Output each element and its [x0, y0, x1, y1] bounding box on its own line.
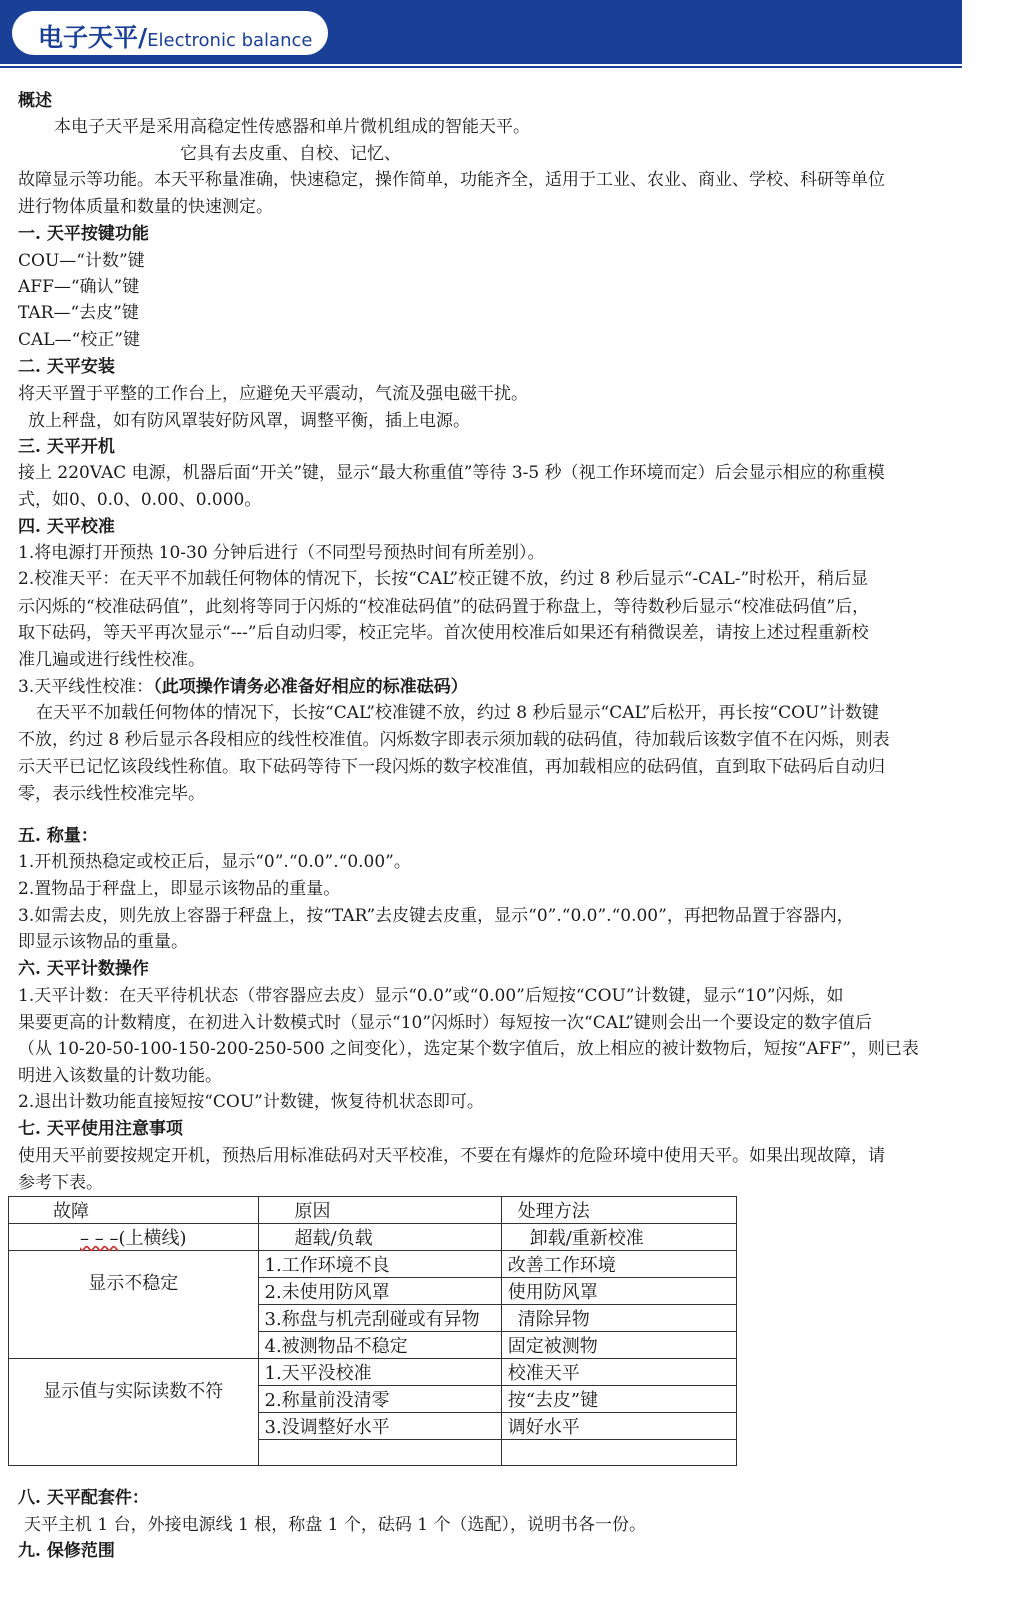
section-5-line-3: 3.如需去皮，则先放上容器于秤盘上，按“TAR”去皮键去皮重，显示“0”.“0.0”.“0.00”，再把物品置于容器内，: [18, 906, 854, 926]
fault-overload: [9, 1224, 259, 1251]
section-8-heading: 八. 天平配套件：: [18, 1488, 149, 1508]
key-aff: AFF—“确认”键: [18, 277, 140, 297]
fix-windshield: 使用防风罩: [501, 1278, 736, 1305]
dash-mark-label: (上横线): [118, 1228, 187, 1249]
cause-unstable-object: 4.被测物品不稳定: [258, 1332, 501, 1359]
key-cal: CAL—“校正”键: [18, 330, 140, 350]
section-6-line-4: 明进入该数量的计数功能。: [18, 1066, 222, 1086]
cause-no-windshield: 2.未使用防风罩: [258, 1278, 501, 1305]
header-fix: 处理方法: [501, 1197, 736, 1224]
fix-level: 调好水平: [501, 1413, 736, 1440]
section-5-heading: 五. 称量：: [18, 826, 98, 846]
section-6-line-5: 2.退出计数功能直接短按“COU”计数键，恢复待机状态即可。: [18, 1092, 484, 1112]
section-5-line-2: 2.置物品于秤盘上，即显示该物品的重量。: [18, 879, 341, 899]
key-cou: COU—“计数”键: [18, 251, 145, 271]
overview-line-4: 进行物体质量和数量的快速测定。: [18, 197, 273, 217]
empty-cell: [501, 1440, 736, 1466]
section-4-line-1: 1.将电源打开预热 10-30 分钟后进行（不同型号预热时间有所差别）。: [18, 543, 545, 563]
title-cn: 电子天平/: [38, 23, 148, 52]
section-4-line-10: 零，表示线性校准完毕。: [18, 784, 205, 804]
section-1-heading: 一. 天平按键功能: [18, 224, 149, 244]
header-fault: 故障: [9, 1197, 259, 1224]
section-4-line-6: [18, 674, 468, 700]
cause-scraping: 3.称盘与机壳刮碰或有异物: [258, 1305, 501, 1332]
section-6-line-1: 1.天平计数：在天平待机状态（带容器应去皮）显示“0.0”或“0.00”后短按“COU”计数键，显示“10”闪烁，如: [18, 986, 844, 1006]
overview-heading: 概述: [18, 91, 52, 111]
section-4-line-3: 示闪烁的“校准砝码值”，此刻将等同于闪烁的“校准砝码值”的砝码置于称盘上，等待数秒后显示“校准砝码值”后，: [18, 597, 870, 617]
section-4-line-2: 2.校准天平：在天平不加载任何物体的情况下，长按“CAL”校正键不放，约过 8 秒后显示“-CAL-”时松开，稍后显: [18, 569, 869, 589]
section-7-heading: 七. 天平使用注意事项: [18, 1119, 183, 1139]
title-en: Electronic balance: [147, 30, 313, 51]
fix-overload: 卸载/重新校准: [501, 1224, 736, 1251]
section-4-line-4: 取下砝码，等天平再次显示“---”后自动归零，校正完毕。首次使用校准后如果还有稍微误差，请按上述过程重新校: [18, 623, 869, 643]
section-2-line-1: 将天平置于平整的工作台上，应避免天平震动，气流及强电磁干扰。: [18, 384, 528, 404]
section-7-line-1: 使用天平前要按规定开机，预热后用标准砝码对天平校准，不要在有爆炸的危险环境中使用天平。如果出现故障，请: [18, 1146, 885, 1166]
cause-not-zeroed: 2.称量前没清零: [258, 1386, 501, 1413]
section-4-line-8: 不放，约过 8 秒后显示各段相应的线性校准值。闪烁数字即表示须加载的砝码值，待加载后该数字值不在闪烁，则表: [18, 730, 890, 750]
section-6-heading: 六. 天平计数操作: [18, 959, 149, 979]
key-tar: TAR—“去皮”键: [18, 303, 139, 323]
cause-not-calibrated: 1.天平没校准: [258, 1359, 501, 1386]
empty-cell: [258, 1440, 501, 1466]
overview-line-3: 故障显示等功能。本天平称量准确，快速稳定，操作简单，功能齐全，适用于工业、农业、商业、学校、科研等单位: [18, 170, 885, 190]
fix-remove-debris: 清除异物: [501, 1305, 736, 1332]
section-3-line-2: 式，如0、0.0、0.00、0.000。: [18, 490, 262, 510]
section-2-heading: 二. 天平安装: [18, 357, 115, 377]
fault-mismatch: 显示值与实际读数不符: [9, 1359, 259, 1466]
header-rule: [0, 66, 962, 68]
cause-overload: 超载/负载: [258, 1224, 501, 1251]
fix-calibrate: 校准天平: [501, 1359, 736, 1386]
section-4-heading: 四. 天平校准: [18, 517, 115, 537]
section-3-heading: 三. 天平开机: [18, 437, 115, 457]
section-6-line-2: 果要更高的计数精度，在初进入计数模式时（显示“10”闪烁时）每短按一次“CAL”键则会出一个要设定的数字值后: [18, 1013, 872, 1033]
section-9-heading: 九. 保修范围: [18, 1541, 115, 1561]
cause-environment: 1.工作环境不良: [258, 1251, 501, 1278]
section-5-line-1: 1.开机预热稳定或校正后，显示“0”.“0.0”.“0.00”。: [18, 852, 411, 872]
overview-line-1: 本电子天平是采用高稳定性传感器和单片微机组成的智能天平。: [54, 117, 530, 137]
linear-calibration-label: 3.天平线性校准：: [18, 677, 154, 697]
section-5-line-4: 即显示该物品的重量。: [18, 932, 188, 952]
section-2-line-2: 放上秤盘，如有防风罩装好防风罩，调整平衡，插上电源。: [28, 411, 470, 431]
dash-mark: – – –: [80, 1228, 119, 1249]
fault-table: [8, 1196, 737, 1466]
table-row: [9, 1224, 737, 1251]
table-row: [9, 1251, 737, 1278]
section-6-line-3: （从 10-20-50-100-150-200-250-500 之间变化），选定某个数字值后，放上相应的被计数物后，短按“AFF”，则已表: [18, 1039, 919, 1059]
section-8-line-1: 天平主机 1 台，外接电源线 1 根，称盘 1 个，砝码 1 个（选配），说明书各一份。: [24, 1515, 646, 1535]
section-4-line-9: 示天平已记忆该段线性称值。取下砝码等待下一段闪烁的数字校准值，再加载相应的砝码值，直到取下砝码后自动归: [18, 757, 885, 777]
section-3-line-1: 接上 220VAC 电源，机器后面“开关”键，显示“最大称重值”等待 3-5 秒（视工作环境而定）后会显示相应的称重模: [18, 463, 885, 483]
page-title: [38, 18, 312, 54]
overview-line-2: 它具有去皮重、自校、记忆、: [180, 144, 401, 164]
fix-fix-object: 固定被测物: [501, 1332, 736, 1359]
fix-environment: 改善工作环境: [501, 1251, 736, 1278]
linear-calibration-warning: （此项操作请务必准备好相应的标准砝码）: [153, 677, 468, 697]
section-4-line-5: 准几遍或进行线性校准。: [18, 650, 205, 670]
table-header-row: [9, 1197, 737, 1224]
cause-not-level: 3.没调整好水平: [258, 1413, 501, 1440]
table-row: [9, 1359, 737, 1386]
section-7-line-2: 参考下表。: [18, 1173, 103, 1193]
fix-tare: 按“去皮”键: [501, 1386, 736, 1413]
section-4-line-7: 在天平不加载任何物体的情况下，长按“CAL”校准键不放，约过 8 秒后显示“CAL”后松开，再长按“COU”计数键: [36, 703, 880, 723]
fault-unstable: 显示不稳定: [9, 1251, 259, 1359]
header-cause: 原因: [258, 1197, 501, 1224]
